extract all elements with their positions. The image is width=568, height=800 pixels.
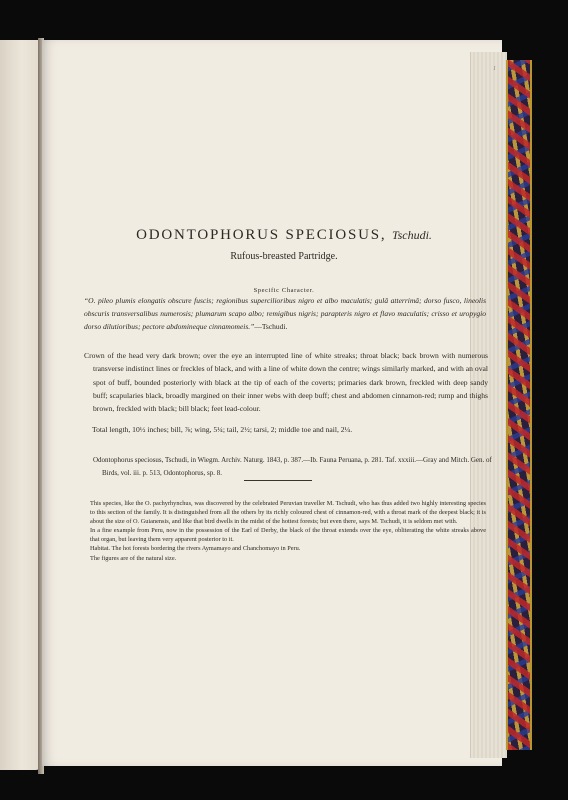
marbled-edge — [506, 60, 532, 750]
measurements: Total length, 10½ inches; bill, ⅞; wing, 5¼; tail, 2½; tarsi, 2; middle toe and nail, 2¼. — [92, 425, 353, 434]
synonymy: Odontophorus speciosus, Tschudi, in Wiegm. Archiv. Naturg. 1843, p. 387.—Ib. Fauna Peruana, p. 281. Taf. xxxiii.—Gray and Mitch. Gen. of Birds, vol. iii. p. 513, Odontophorus, sp. 8. — [93, 456, 492, 477]
notes — [90, 499, 486, 563]
description — [84, 349, 488, 415]
latin-attribution: —Tschudi. — [254, 322, 288, 331]
latin-diagnosis — [84, 294, 486, 333]
common-name: Rufous-breasted Partridge. — [230, 251, 338, 262]
description-text: Crown of the head very dark brown; over the eye an interrupted line of white streaks; throat black; back brown with numerous transverse indistinct lines or freckles of black, and with a line of white down the centre; wings similarly marked, and with an oval spot of buff, bounded posteriorly with black at the tip of each of the coverts; primaries dark brown, freckled with deep sandy buff; scapularies black, broadly margined on their inner webs with deep buff; chest and abdomen cinnamon-red; rump and thighs brown, freckled with black; bill black; feet lead-colour. — [84, 351, 488, 414]
note-paragraph: In a fine example from Peru, now in the possession of the Earl of Derby, the black of the throat extends over the eye, obliterating the white streaks above that organ, but leaving them very apparent posterior to it. — [90, 527, 486, 544]
section-heading: Specific Character. — [253, 287, 315, 294]
divider-rule — [244, 480, 312, 481]
left-page-edge — [0, 40, 40, 770]
plate-title — [0, 227, 568, 244]
latin-text: “O. pileo plumis elongatis obscure fuscis; regionibus supercilioribus nigro et albo maculatis; gulâ atterrimâ; dorso fusco, lineolis obscuris transversalibus numerosis; plumarum scapo albo; remigibus nigris; parapteris nigro et flavo maculatis; crisso et uropygio dorso dilutioribus; pectore abdomineque cinnamomeis.” — [84, 296, 486, 331]
note-paragraph: Habitat. The hot forests bordering the rivers Aymamayo and Chanchomayo in Peru. — [90, 545, 301, 553]
title-species: ODONTOPHORUS SPECIOSUS, — [136, 227, 387, 243]
title-author: Tschudi. — [392, 228, 432, 242]
pencil-mark: 1 — [493, 66, 496, 72]
note-paragraph: The figures are of the natural size. — [90, 554, 177, 562]
note-paragraph: This species, like the O. pachyrhynchus, was discovered by the celebrated Peruvian traveller M. Tschudi, who has thus added two highly interesting species to this section of the family. It is distinguished from all the others by its richly coloured chest of cinnamon-red, with a throat mark of the deepest black; it is about the size of O. Guianensis, and like that bird dwells in the midst of the hottest forests; but even there, says M. Tschudi, it is seldom met with. — [90, 500, 486, 526]
